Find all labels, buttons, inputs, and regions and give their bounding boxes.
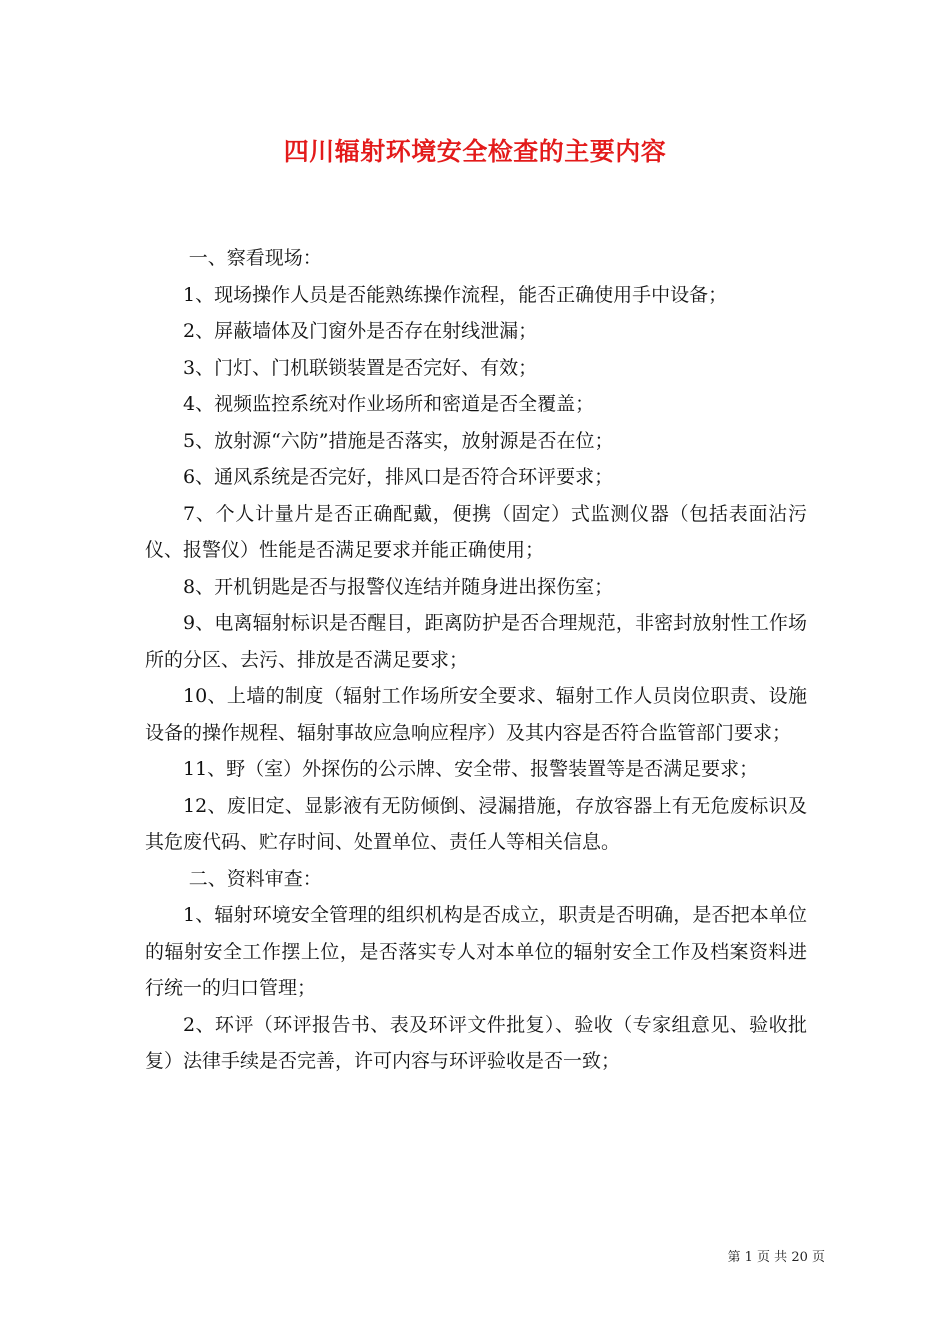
list-item: 1、辐射环境安全管理的组织机构是否成立，职责是否明确，是否把本单位的辐射安全工作摆上位，是否落实专人对本单位的辐射安全工作及档案资料进行统一的归口管理； (145, 904, 807, 999)
list-item: 4、视频监控系统对作业场所和密道是否全覆盖； (183, 393, 595, 415)
page-number-footer: 第 1 页 共 20 页 (727, 1250, 825, 1265)
list-item: 7、个人计量片是否正确配戴，便携（固定）式监测仪器（包括表面沾污仪、报警仪）性能是否满足要求并能正确使用； (145, 502, 807, 561)
list-item: 3、门灯、门机联锁装置是否完好、有效； (183, 356, 538, 379)
list-item: 1、现场操作人员是否能熟练操作流程，能否正确使用手中设备； (183, 283, 728, 306)
list-item: 2、环评（环评报告书、表及环评文件批复）、验收（专家组意见、验收批复）法律手续是否完善，许可内容与环评验收是否一致； (145, 1013, 807, 1072)
list-item: 6、通风系统是否完好，排风口是否符合环评要求； (183, 466, 614, 488)
document-body (145, 240, 807, 1080)
list-item: 8、开机钥匙是否与报警仪连结并随身进出探伤室； (183, 575, 614, 598)
section-heading: 一、察看现场： (188, 247, 322, 269)
list-item: 12、废旧定、显影液有无防倾倒、浸漏措施，存放容器上有无危废标识及其危废代码、贮存时间、处置单位、责任人等相关信息。 (145, 794, 807, 853)
list-item: 9、电离辐射标识是否醒目，距离防护是否合理规范，非密封放射性工作场所的分区、去污、排放是否满足要求； (145, 612, 807, 671)
list-item: 2、屏蔽墙体及门窗外是否存在射线泄漏； (183, 320, 538, 342)
list-item: 10、上墙的制度（辐射工作场所安全要求、辐射工作人员岗位职责、设施设备的操作规程、辐射事故应急响应程序）及其内容是否符合监管部门要求； (145, 685, 807, 744)
list-item: 11、野（室）外探伤的公示牌、安全带、报警装置等是否满足要求； (183, 758, 759, 780)
document-title: 四川辐射环境安全检查的主要内容 (283, 137, 667, 166)
section-heading: 二、资料审查： (188, 867, 322, 890)
list-item: 5、放射源“六防”措施是否落实，放射源是否在位； (183, 429, 614, 452)
